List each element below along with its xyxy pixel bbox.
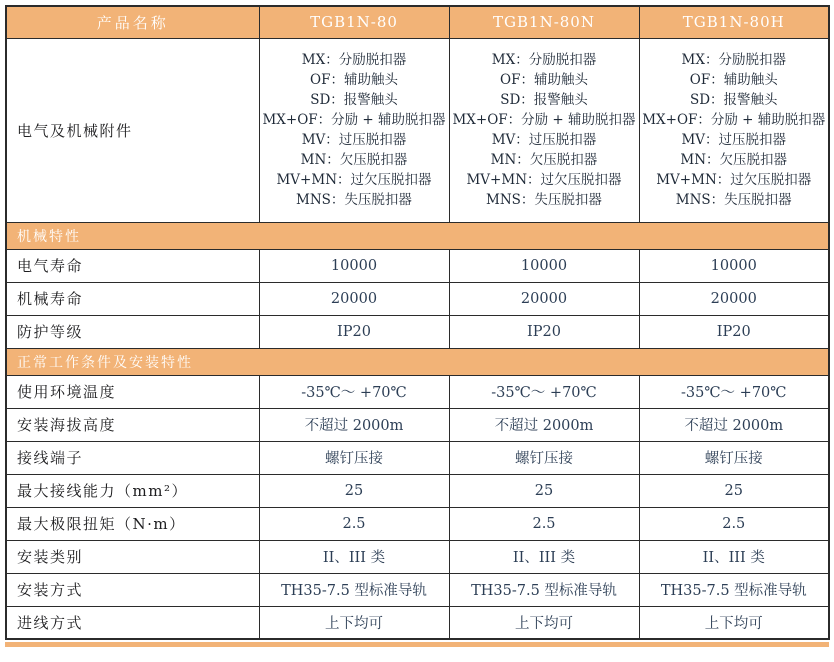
row-value: 不超过 2000m (259, 408, 449, 441)
next-section-bar (5, 642, 829, 647)
row-value: 螺钉压接 (259, 441, 449, 474)
product-spec-table (5, 5, 830, 640)
row-value: -35℃～ +70℃ (449, 375, 639, 408)
accessory-line: SD：报警触头 (310, 92, 398, 108)
row-value: 10000 (639, 249, 829, 282)
row-value: 螺钉压接 (449, 441, 639, 474)
table-row (6, 507, 829, 540)
row-value: 2.5 (259, 507, 449, 540)
table-row (6, 540, 829, 573)
row-label: 安装方式 (6, 573, 259, 606)
row-label: 防护等级 (6, 315, 259, 348)
accessories-list-col2 (449, 38, 639, 222)
row-value: 上下均可 (259, 606, 449, 639)
row-value: II、III 类 (259, 540, 449, 573)
row-value: 上下均可 (449, 606, 639, 639)
row-value: 不超过 2000m (449, 408, 639, 441)
row-value: 25 (639, 474, 829, 507)
row-label: 电气寿命 (6, 249, 259, 282)
row-label: 安装海拔高度 (6, 408, 259, 441)
row-value: TH35-7.5 型标准导轨 (449, 573, 639, 606)
accessory-line: MX+OF：分励 + 辅助脱扣器 (452, 112, 636, 128)
table-row (6, 474, 829, 507)
row-value: 螺钉压接 (639, 441, 829, 474)
table-row (6, 282, 829, 315)
row-value: 10000 (449, 249, 639, 282)
product-name-header: 产品名称 (6, 6, 259, 38)
accessory-line: MV：过压脱扣器 (301, 132, 407, 148)
row-value: -35℃～ +70℃ (639, 375, 829, 408)
row-value: 20000 (259, 282, 449, 315)
row-label: 机械寿命 (6, 282, 259, 315)
row-value: II、III 类 (449, 540, 639, 573)
accessory-line: MX+OF：分励 + 辅助脱扣器 (642, 112, 826, 128)
row-value: IP20 (259, 315, 449, 348)
row-value: 10000 (259, 249, 449, 282)
accessory-line: MV：过压脱扣器 (681, 132, 787, 148)
section-header-installation (6, 348, 829, 375)
accessory-line: MV+MN：过欠压脱扣器 (466, 172, 622, 188)
accessory-line: SD：报警触头 (689, 92, 778, 108)
accessories-label: 电气及机械附件 (6, 38, 259, 222)
accessory-line: OF：辅助触头 (500, 72, 588, 88)
accessory-line: MV：过压脱扣器 (491, 132, 597, 148)
section-header-mechanical (6, 222, 829, 249)
model-header-tgb1n-80n: TGB1N-80N (449, 6, 639, 38)
row-label: 最大极限扭矩（N·m） (6, 507, 259, 540)
table-header-row (6, 6, 829, 38)
row-value: TH35-7.5 型标准导轨 (259, 573, 449, 606)
section-title: 机械特性 (6, 222, 829, 249)
table-row (6, 375, 829, 408)
accessory-line: MNS：失压脱扣器 (486, 192, 602, 208)
model-header-tgb1n-80h: TGB1N-80H (639, 6, 829, 38)
accessory-line: MX：分励脱扣器 (301, 52, 407, 68)
row-value: IP20 (639, 315, 829, 348)
accessory-line: OF：辅助触头 (689, 72, 778, 88)
row-label: 安装类别 (6, 540, 259, 573)
accessory-line: MN：欠压脱扣器 (300, 152, 408, 168)
row-value: 25 (259, 474, 449, 507)
row-value: 25 (449, 474, 639, 507)
row-value: 20000 (449, 282, 639, 315)
table-row (6, 249, 829, 282)
row-value: 2.5 (639, 507, 829, 540)
accessory-line: MN：欠压脱扣器 (680, 152, 788, 168)
row-value: 不超过 2000m (639, 408, 829, 441)
section-title: 正常工作条件及安装特性 (6, 348, 829, 375)
row-label: 接线端子 (6, 441, 259, 474)
model-header-tgb1n-80: TGB1N-80 (259, 6, 449, 38)
accessory-line: MNS：失压脱扣器 (296, 192, 412, 208)
accessories-row (6, 38, 829, 222)
table-row (6, 441, 829, 474)
accessories-list-col1 (259, 38, 449, 222)
row-value: 2.5 (449, 507, 639, 540)
accessory-line: MNS：失压脱扣器 (675, 192, 792, 208)
table-row (6, 315, 829, 348)
table-row (6, 408, 829, 441)
row-value: 20000 (639, 282, 829, 315)
accessory-line: SD：报警触头 (500, 92, 588, 108)
accessory-line: MN：欠压脱扣器 (490, 152, 598, 168)
accessory-line: MV+MN：过欠压脱扣器 (656, 172, 812, 188)
table-row (6, 573, 829, 606)
accessory-line: OF：辅助触头 (310, 72, 398, 88)
accessory-line: MV+MN：过欠压脱扣器 (276, 172, 432, 188)
row-value: II、III 类 (639, 540, 829, 573)
accessory-line: MX：分励脱扣器 (681, 52, 786, 68)
accessory-line: MX+OF：分励 + 辅助脱扣器 (262, 112, 446, 128)
table-row (6, 606, 829, 639)
row-value: IP20 (449, 315, 639, 348)
row-value: TH35-7.5 型标准导轨 (639, 573, 829, 606)
row-value: 上下均可 (639, 606, 829, 639)
row-label: 最大接线能力（mm²） (6, 474, 259, 507)
row-value: -35℃～ +70℃ (259, 375, 449, 408)
accessories-list-col3 (639, 38, 829, 222)
row-label: 进线方式 (6, 606, 259, 639)
accessory-line: MX：分励脱扣器 (491, 52, 597, 68)
row-label: 使用环境温度 (6, 375, 259, 408)
